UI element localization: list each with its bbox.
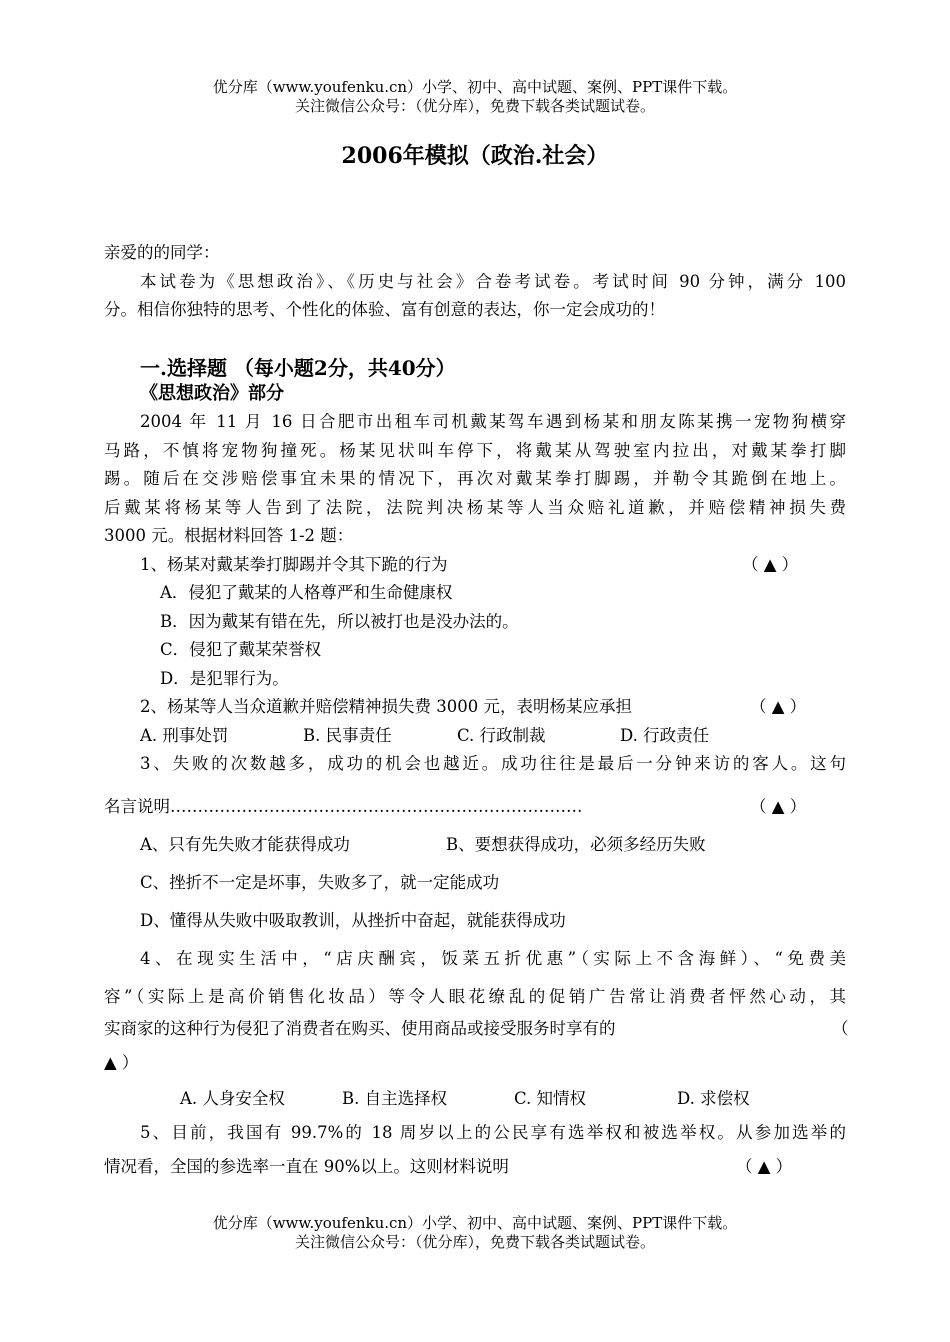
intro-greeting: 亲爱的的同学：	[104, 243, 220, 262]
page-title: 2006年模拟（政治.社会）	[341, 143, 609, 169]
question-2-option-b: B. 民事责任	[303, 726, 392, 745]
footer-line-1: 优分库（www.youfenku.cn）小学、初中、高中试题、案例、PPT课件下载。	[212, 1214, 738, 1232]
question-1-option-d: D．是犯罪行为。	[160, 669, 289, 688]
question-4-option-b: B. 自主选择权	[342, 1089, 448, 1108]
material-line-3: 踢。随后在交涉赔偿事宜未果的情况下，再次对戴某拳打脚踢，并勒令其跪倒在地上。	[104, 469, 846, 488]
question-1-option-a: A．侵犯了戴某的人格尊严和生命健康权	[160, 583, 453, 602]
question-3-option-d: D、懂得从失败中吸取教训，从挫折中奋起，就能获得成功	[140, 911, 566, 930]
intro-paragraph-line-2: 分。相信你独特的思考、个性化的体验、富有创意的表达，你一定会成功的！	[104, 300, 665, 319]
header-line-1: 优分库（www.youfenku.cn）小学、初中、高中试题、案例、PPT课件下载。	[212, 78, 738, 96]
question-2-stem: 2、杨某等人当众道歉并赔偿精神损失费 3000 元，表明杨某应承担	[140, 697, 632, 716]
material-line-1: 2004 年 11 月 16 日合肥市出租车司机戴某驾车遇到杨某和朋友陈某携一宠物狗横穿	[140, 412, 846, 431]
question-4-stem-line-1: 4、在现实生活中，“店庆酬宾，饭菜五折优惠”（实际上不含海鲜）、“免费美	[140, 949, 846, 968]
section-subheading: 《思想政治》部分	[140, 383, 284, 404]
question-3-answer-mark: （ ▲ ）	[750, 797, 807, 816]
material-line-5: 3000 元。根据材料回答 1-2 题：	[104, 526, 354, 545]
question-4-option-c: C. 知情权	[514, 1089, 587, 1108]
question-3-option-b: B、要想获得成功，必须多经历失败	[446, 835, 706, 854]
question-4-stem-line-2: 容”（实际上是高价销售化妆品）等令人眼花缭乱的促销广告常让消费者怦然心动，其	[104, 987, 846, 1006]
question-5-stem-line-1: 5、目前，我国有 99.7%的 18 周岁以上的公民享有选举权和被选举权。从参加选举的	[140, 1123, 846, 1142]
header-line-2: 关注微信公众号：（优分库），免费下载各类试题试卷。	[294, 97, 655, 115]
question-2-option-c: C. 行政制裁	[457, 726, 546, 745]
question-3-stem-line-1: 3、失败的次数越多，成功的机会也越近。成功往往是最后一分钟来访的客人。这句	[140, 754, 846, 773]
question-1-option-b: B．因为戴某有错在先，所以被打也是没办法的。	[160, 612, 519, 631]
question-1-option-c: C．侵犯了戴某荣誉权	[160, 640, 322, 659]
question-5-answer-mark: （ ▲ ）	[736, 1157, 793, 1176]
section-heading: 一.选择题 （每小题2分，共40分）	[140, 356, 456, 380]
question-1-answer-mark: （ ▲ ）	[742, 555, 799, 574]
material-line-2: 马路，不慎将宠物狗撞死。杨某见状叫车停下，将戴某从驾驶室内拉出，对戴某拳打脚	[104, 441, 846, 460]
question-4-option-a: A. 人身安全权	[180, 1089, 285, 1108]
question-5-stem-line-2: 情况看，全国的参选率一直在 90%以上。这则材料说明	[104, 1157, 509, 1176]
question-2-answer-mark: （ ▲ ）	[750, 697, 807, 716]
question-4-answer-mark-open: （	[832, 1019, 849, 1038]
material-line-4: 后戴某将杨某等人告到了法院，法院判决杨某等人当众赔礼道歉，并赔偿精神损失费	[104, 498, 846, 517]
question-1-stem: 1、杨某对戴某拳打脚踢并令其下跪的行为	[140, 555, 448, 574]
question-4-option-d: D. 求偿权	[677, 1089, 750, 1108]
question-3-stem-line-2: 名言说明…………………………………………………………………	[104, 797, 583, 816]
question-3-option-c: C、挫折不一定是坏事，失败多了，就一定能成功	[140, 873, 500, 892]
question-4-stem-line-3: 实商家的这种行为侵犯了消费者在购买、使用商品或接受服务时享有的	[104, 1019, 616, 1038]
footer-line-2: 关注微信公众号：（优分库），免费下载各类试题试卷。	[294, 1233, 655, 1251]
question-4-answer-mark-close: ▲ ）	[104, 1053, 139, 1072]
question-2-option-d: D. 行政责任	[620, 726, 710, 745]
question-2-option-a: A. 刑事处罚	[140, 726, 229, 745]
intro-paragraph-line-1: 本试卷为《思想政治》、《历史与社会》合卷考试卷。考试时间 90 分钟，满分 100	[140, 272, 846, 291]
question-3-option-a: A、只有先失败才能获得成功	[140, 835, 350, 854]
